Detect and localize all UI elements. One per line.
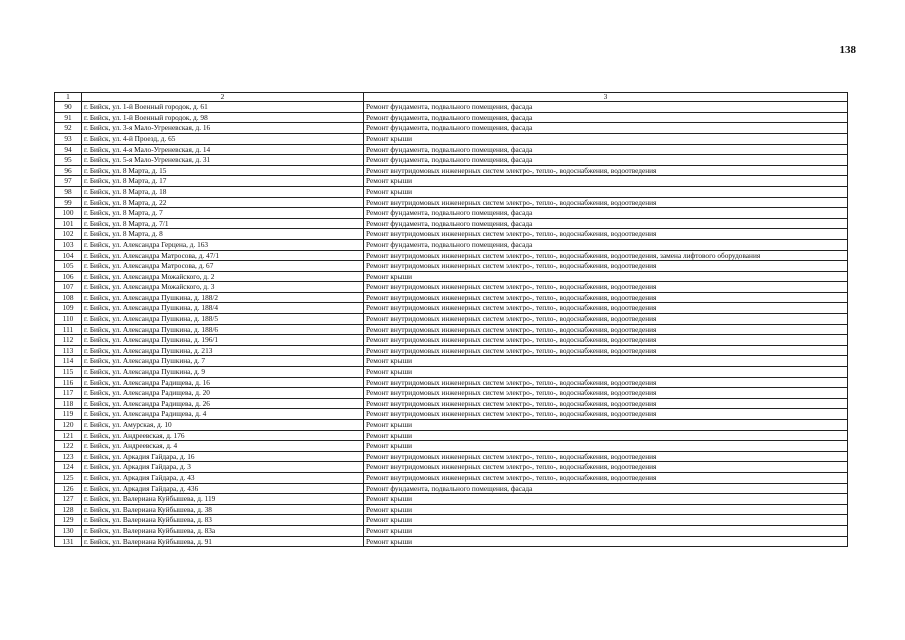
address-cell: г. Бийск, ул. Аркадия Гайдара, д. 436 bbox=[82, 483, 364, 494]
work-type-cell: Ремонт фундамента, подвального помещения, фасада bbox=[364, 155, 848, 166]
table-row bbox=[55, 483, 848, 494]
table-row bbox=[55, 345, 848, 356]
table-row bbox=[55, 292, 848, 303]
table-row bbox=[55, 250, 848, 261]
table-row bbox=[55, 123, 848, 134]
row-number: 122 bbox=[55, 441, 82, 452]
address-cell: г. Бийск, ул. Валериана Куйбышева, д. 83а bbox=[82, 525, 364, 536]
address-cell: г. Бийск, ул. 8 Марта, д. 7 bbox=[82, 208, 364, 219]
table-row bbox=[55, 367, 848, 378]
table-row bbox=[55, 144, 848, 155]
table-row bbox=[55, 356, 848, 367]
work-type-cell: Ремонт крыши bbox=[364, 441, 848, 452]
work-type-cell: Ремонт фундамента, подвального помещения, фасада bbox=[364, 144, 848, 155]
row-number: 94 bbox=[55, 144, 82, 155]
row-number: 98 bbox=[55, 186, 82, 197]
work-type-cell: Ремонт внутридомовых инженерных систем электро-, тепло-, водоснабжения, водоотведения bbox=[364, 282, 848, 293]
work-type-cell: Ремонт крыши bbox=[364, 133, 848, 144]
row-number: 103 bbox=[55, 239, 82, 250]
address-cell: г. Бийск, ул. Андреевская, д. 176 bbox=[82, 430, 364, 441]
table-row bbox=[55, 430, 848, 441]
row-number: 102 bbox=[55, 229, 82, 240]
table-row bbox=[55, 218, 848, 229]
work-type-cell: Ремонт внутридомовых инженерных систем электро-, тепло-, водоснабжения, водоотведения bbox=[364, 398, 848, 409]
table-row bbox=[55, 536, 848, 547]
address-cell: г. Бийск, ул. Александра Матросова, д. 47/1 bbox=[82, 250, 364, 261]
address-cell: г. Бийск, ул. Александра Пушкина, д. 196/1 bbox=[82, 335, 364, 346]
table-body bbox=[55, 93, 848, 547]
work-type-cell: Ремонт внутридомовых инженерных систем электро-, тепло-, водоснабжения, водоотведения bbox=[364, 292, 848, 303]
row-number: 105 bbox=[55, 261, 82, 272]
table-row bbox=[55, 494, 848, 505]
address-cell: г. Бийск, ул. 4-я Мало-Угреневская, д. 14 bbox=[82, 144, 364, 155]
address-cell: г. Бийск, ул. 4-й Проезд, д. 65 bbox=[82, 133, 364, 144]
address-cell: г. Бийск, ул. Амурская, д. 10 bbox=[82, 420, 364, 431]
row-number: 123 bbox=[55, 451, 82, 462]
header-cell-2: 2 bbox=[82, 93, 364, 102]
work-type-cell: Ремонт крыши bbox=[364, 515, 848, 526]
registry-table bbox=[54, 92, 848, 547]
row-number: 92 bbox=[55, 123, 82, 134]
address-cell: г. Бийск, ул. Александра Матросова, д. 67 bbox=[82, 261, 364, 272]
row-number: 113 bbox=[55, 345, 82, 356]
table-row bbox=[55, 388, 848, 399]
address-cell: г. Бийск, ул. 8 Марта, д. 8 bbox=[82, 229, 364, 240]
work-type-cell: Ремонт фундамента, подвального помещения, фасада bbox=[364, 239, 848, 250]
table-row bbox=[55, 441, 848, 452]
address-cell: г. Бийск, ул. 8 Марта, д. 22 bbox=[82, 197, 364, 208]
table-row bbox=[55, 239, 848, 250]
address-cell: г. Бийск, ул. 1-й Военный городок, д. 98 bbox=[82, 112, 364, 123]
table-row bbox=[55, 155, 848, 166]
table-header-row bbox=[55, 93, 848, 102]
address-cell: г. Бийск, ул. Александра Пушкина, д. 9 bbox=[82, 367, 364, 378]
work-type-cell: Ремонт внутридомовых инженерных систем электро-, тепло-, водоснабжения, водоотведения, замена лифтового оборудования bbox=[364, 250, 848, 261]
row-number: 124 bbox=[55, 462, 82, 473]
table-row bbox=[55, 208, 848, 219]
row-number: 116 bbox=[55, 377, 82, 388]
table-row bbox=[55, 314, 848, 325]
work-type-cell: Ремонт внутридомовых инженерных систем электро-, тепло-, водоснабжения, водоотведения bbox=[364, 409, 848, 420]
work-type-cell: Ремонт крыши bbox=[364, 494, 848, 505]
table-row bbox=[55, 409, 848, 420]
row-number: 108 bbox=[55, 292, 82, 303]
table-row bbox=[55, 303, 848, 314]
row-number: 119 bbox=[55, 409, 82, 420]
address-cell: г. Бийск, ул. Андреевская, д. 4 bbox=[82, 441, 364, 452]
work-type-cell: Ремонт внутридомовых инженерных систем электро-, тепло-, водоснабжения, водоотведения bbox=[364, 261, 848, 272]
row-number: 129 bbox=[55, 515, 82, 526]
work-type-cell: Ремонт внутридомовых инженерных систем электро-, тепло-, водоснабжения, водоотведения bbox=[364, 229, 848, 240]
table-row bbox=[55, 398, 848, 409]
table-row bbox=[55, 462, 848, 473]
row-number: 97 bbox=[55, 176, 82, 187]
table-row bbox=[55, 112, 848, 123]
work-type-cell: Ремонт внутридомовых инженерных систем электро-, тепло-, водоснабжения, водоотведения bbox=[364, 472, 848, 483]
work-type-cell: Ремонт фундамента, подвального помещения, фасада bbox=[364, 123, 848, 134]
work-type-cell: Ремонт фундамента, подвального помещения, фасада bbox=[364, 208, 848, 219]
table-row bbox=[55, 451, 848, 462]
work-type-cell: Ремонт внутридомовых инженерных систем электро-, тепло-, водоснабжения, водоотведения bbox=[364, 314, 848, 325]
row-number: 126 bbox=[55, 483, 82, 494]
address-cell: г. Бийск, ул. 8 Марта, д. 15 bbox=[82, 165, 364, 176]
work-type-cell: Ремонт внутридомовых инженерных систем электро-, тепло-, водоснабжения, водоотведения bbox=[364, 388, 848, 399]
table-row bbox=[55, 377, 848, 388]
row-number: 112 bbox=[55, 335, 82, 346]
row-number: 111 bbox=[55, 324, 82, 335]
row-number: 95 bbox=[55, 155, 82, 166]
table-row bbox=[55, 525, 848, 536]
row-number: 106 bbox=[55, 271, 82, 282]
work-type-cell: Ремонт внутридомовых инженерных систем электро-, тепло-, водоснабжения, водоотведения bbox=[364, 462, 848, 473]
row-number: 115 bbox=[55, 367, 82, 378]
table-row bbox=[55, 324, 848, 335]
table-row bbox=[55, 197, 848, 208]
table-row bbox=[55, 165, 848, 176]
work-type-cell: Ремонт крыши bbox=[364, 430, 848, 441]
table-row bbox=[55, 282, 848, 293]
row-number: 109 bbox=[55, 303, 82, 314]
work-type-cell: Ремонт крыши bbox=[364, 271, 848, 282]
address-cell: г. Бийск, ул. Александра Герцена, д. 163 bbox=[82, 239, 364, 250]
address-cell: г. Бийск, ул. 8 Марта, д. 7/1 bbox=[82, 218, 364, 229]
row-number: 131 bbox=[55, 536, 82, 547]
table-row bbox=[55, 176, 848, 187]
address-cell: г. Бийск, ул. Александра Радищева, д. 20 bbox=[82, 388, 364, 399]
work-type-cell: Ремонт крыши bbox=[364, 367, 848, 378]
address-cell: г. Бийск, ул. Александра Пушкина, д. 188/2 bbox=[82, 292, 364, 303]
work-type-cell: Ремонт крыши bbox=[364, 176, 848, 187]
work-type-cell: Ремонт крыши bbox=[364, 420, 848, 431]
address-cell: г. Бийск, ул. 8 Марта, д. 18 bbox=[82, 186, 364, 197]
table-row bbox=[55, 229, 848, 240]
work-type-cell: Ремонт крыши bbox=[364, 356, 848, 367]
work-type-cell: Ремонт внутридомовых инженерных систем электро-, тепло-, водоснабжения, водоотведения bbox=[364, 303, 848, 314]
work-type-cell: Ремонт фундамента, подвального помещения, фасада bbox=[364, 102, 848, 113]
address-cell: г. Бийск, ул. Александра Пушкина, д. 7 bbox=[82, 356, 364, 367]
row-number: 114 bbox=[55, 356, 82, 367]
row-number: 104 bbox=[55, 250, 82, 261]
address-cell: г. Бийск, ул. 5-я Мало-Угреневская, д. 31 bbox=[82, 155, 364, 166]
address-cell: г. Бийск, ул. Александра Радищева, д. 16 bbox=[82, 377, 364, 388]
table-row bbox=[55, 186, 848, 197]
row-number: 121 bbox=[55, 430, 82, 441]
table-row bbox=[55, 133, 848, 144]
work-type-cell: Ремонт крыши bbox=[364, 536, 848, 547]
address-cell: г. Бийск, ул. Аркадия Гайдара, д. 43 bbox=[82, 472, 364, 483]
work-type-cell: Ремонт внутридомовых инженерных систем электро-, тепло-, водоснабжения, водоотведения bbox=[364, 324, 848, 335]
table-row bbox=[55, 420, 848, 431]
work-type-cell: Ремонт внутридомовых инженерных систем электро-, тепло-, водоснабжения, водоотведения bbox=[364, 451, 848, 462]
row-number: 128 bbox=[55, 504, 82, 515]
work-type-cell: Ремонт внутридомовых инженерных систем электро-, тепло-, водоснабжения, водоотведения bbox=[364, 377, 848, 388]
work-type-cell: Ремонт фундамента, подвального помещения, фасада bbox=[364, 483, 848, 494]
row-number: 117 bbox=[55, 388, 82, 399]
row-number: 110 bbox=[55, 314, 82, 325]
table-row bbox=[55, 271, 848, 282]
row-number: 120 bbox=[55, 420, 82, 431]
address-cell: г. Бийск, ул. Александра Можайского, д. 3 bbox=[82, 282, 364, 293]
work-type-cell: Ремонт внутридомовых инженерных систем электро-, тепло-, водоснабжения, водоотведения bbox=[364, 197, 848, 208]
work-type-cell: Ремонт фундамента, подвального помещения, фасада bbox=[364, 112, 848, 123]
address-cell: г. Бийск, ул. Валериана Куйбышева, д. 91 bbox=[82, 536, 364, 547]
address-cell: г. Бийск, ул. Александра Пушкина, д. 213 bbox=[82, 345, 364, 356]
row-number: 90 bbox=[55, 102, 82, 113]
work-type-cell: Ремонт внутридомовых инженерных систем электро-, тепло-, водоснабжения, водоотведения bbox=[364, 345, 848, 356]
address-cell: г. Бийск, ул. 8 Марта, д. 17 bbox=[82, 176, 364, 187]
row-number: 100 bbox=[55, 208, 82, 219]
work-type-cell: Ремонт внутридомовых инженерных систем электро-, тепло-, водоснабжения, водоотведения bbox=[364, 335, 848, 346]
address-cell: г. Бийск, ул. Александра Пушкина, д. 188/6 bbox=[82, 324, 364, 335]
row-number: 127 bbox=[55, 494, 82, 505]
table-row bbox=[55, 504, 848, 515]
row-number: 107 bbox=[55, 282, 82, 293]
address-cell: г. Бийск, ул. Аркадия Гайдара, д. 3 bbox=[82, 462, 364, 473]
address-cell: г. Бийск, ул. Александра Можайского, д. 2 bbox=[82, 271, 364, 282]
work-type-cell: Ремонт фундамента, подвального помещения, фасада bbox=[364, 218, 848, 229]
address-cell: г. Бийск, ул. Валериана Куйбышева, д. 38 bbox=[82, 504, 364, 515]
address-cell: г. Бийск, ул. 3-я Мало-Угреневская, д. 16 bbox=[82, 123, 364, 134]
table-row bbox=[55, 102, 848, 113]
address-cell: г. Бийск, ул. Александра Пушкина, д. 188/4 bbox=[82, 303, 364, 314]
header-cell-3: 3 bbox=[364, 93, 848, 102]
work-type-cell: Ремонт внутридомовых инженерных систем электро-, тепло-, водоснабжения, водоотведения bbox=[364, 165, 848, 176]
table-row bbox=[55, 472, 848, 483]
work-type-cell: Ремонт крыши bbox=[364, 504, 848, 515]
row-number: 91 bbox=[55, 112, 82, 123]
address-cell: г. Бийск, ул. Александра Радищева, д. 26 bbox=[82, 398, 364, 409]
address-cell: г. Бийск, ул. Александра Пушкина, д. 188/5 bbox=[82, 314, 364, 325]
address-cell: г. Бийск, ул. Валериана Куйбышева, д. 119 bbox=[82, 494, 364, 505]
table-row bbox=[55, 335, 848, 346]
table-row bbox=[55, 261, 848, 272]
address-cell: г. Бийск, ул. Аркадия Гайдара, д. 16 bbox=[82, 451, 364, 462]
row-number: 118 bbox=[55, 398, 82, 409]
row-number: 93 bbox=[55, 133, 82, 144]
header-cell-1: 1 bbox=[55, 93, 82, 102]
row-number: 96 bbox=[55, 165, 82, 176]
address-cell: г. Бийск, ул. 1-й Военный городок, д. 61 bbox=[82, 102, 364, 113]
work-type-cell: Ремонт крыши bbox=[364, 525, 848, 536]
table-row bbox=[55, 515, 848, 526]
row-number: 130 bbox=[55, 525, 82, 536]
row-number: 125 bbox=[55, 472, 82, 483]
address-cell: г. Бийск, ул. Александра Радищева, д. 4 bbox=[82, 409, 364, 420]
work-type-cell: Ремонт крыши bbox=[364, 186, 848, 197]
address-cell: г. Бийск, ул. Валериана Куйбышева, д. 83 bbox=[82, 515, 364, 526]
row-number: 99 bbox=[55, 197, 82, 208]
row-number: 101 bbox=[55, 218, 82, 229]
page-number: 138 bbox=[839, 44, 856, 56]
